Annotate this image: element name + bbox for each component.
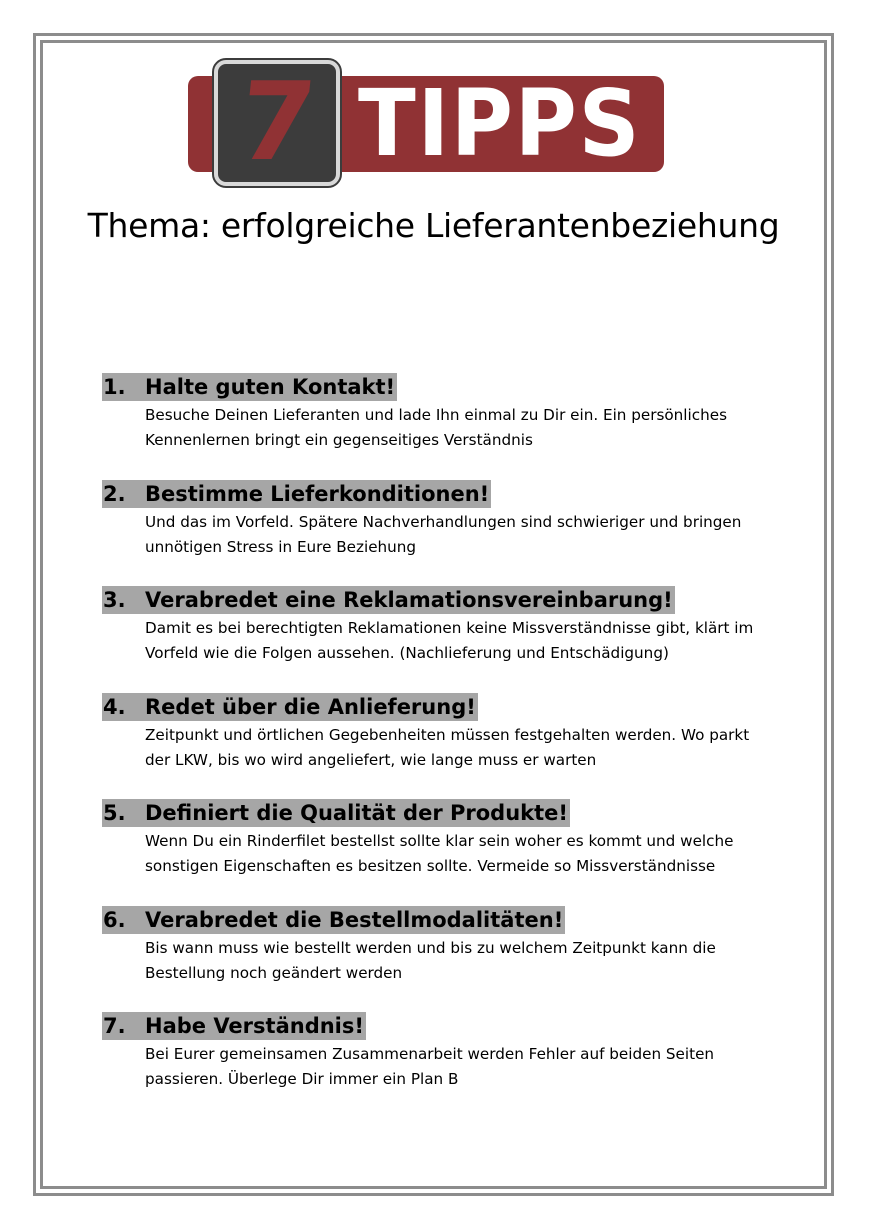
tip-item-2 [102,480,782,587]
tip-number: 6. [103,907,126,932]
tip-heading [102,1012,366,1040]
tip-body [145,1042,775,1092]
tip-body [145,510,775,560]
tip-item-6 [102,906,782,1013]
tip-body-line: passieren. Überlege Dir immer ein Plan B [145,1070,459,1088]
tip-heading [102,480,491,508]
tip-body-line: Wenn Du ein Rinderfilet bestellst sollte klar sein woher es kommt und welche [145,832,734,850]
tip-body-line: Damit es bei berechtigten Reklamationen keine Missverständnisse gibt, klärt im [145,619,754,637]
tip-heading [102,693,478,721]
tip-body-line: Bei Eurer gemeinsamen Zusammenarbeit werden Fehler auf beiden Seiten [145,1045,715,1063]
tip-body-line: Besuche Deinen Lieferanten und lade Ihn einmal zu Dir ein. Ein persönliches [145,406,727,424]
tip-body-line: unnötigen Stress in Eure Beziehung [145,537,417,556]
tip-heading [102,799,570,827]
tip-body-line: Vorfeld wie die Folgen aussehen. (Nachlieferung und Entschädigung) [145,644,669,662]
logo-number: 7 [232,60,322,185]
tip-item-1 [102,373,782,480]
page-title: Thema: erfolgreiche Lieferantenbeziehung [87,206,780,245]
tip-body-line: sonstigen Eigenschaften es besitzen sollte. Vermeide so Missverständnisse [145,857,716,875]
tip-body [145,403,775,453]
tip-heading [102,586,675,614]
tip-body [145,936,775,986]
tip-heading [102,373,397,401]
tip-heading-text: Halte guten Kontakt! [145,375,396,399]
tip-body [145,723,775,773]
logo-word: TIPPS [358,70,642,177]
tip-item-7 [102,1012,782,1119]
tip-item-4 [102,693,782,800]
tip-heading-text: Habe Verständnis! [145,1014,364,1038]
tip-number: 5. [103,801,126,825]
tip-heading [102,906,565,934]
tip-number: 7. [103,1014,126,1038]
tip-number: 2. [103,481,126,506]
logo-number-box [214,60,340,186]
tip-item-5 [102,799,782,906]
tip-number: 3. [103,588,126,612]
tip-heading-text: Bestimme Lieferkonditionen! [145,481,490,506]
tip-body [145,829,775,879]
tip-body-line: Bestellung noch geändert werden [145,963,403,982]
tip-body-line: Zeitpunkt und örtlichen Gegebenheiten müssen festgehalten werden. Wo parkt [145,725,750,744]
tip-body-line: Bis wann muss wie bestellt werden und bis zu welchem Zeitpunkt kann die [145,938,716,957]
tip-heading-text: Redet über die Anlieferung! [145,694,476,719]
tip-number: 1. [103,375,126,399]
tip-body-line: Und das im Vorfeld. Spätere Nachverhandlungen sind schwieriger und bringen [145,512,742,531]
tips-list [102,373,782,1119]
tip-heading-text: Definiert die Qualität der Produkte! [145,801,568,825]
tips-logo [188,60,666,188]
tip-heading-text: Verabredet eine Reklamationsvereinbarung! [145,588,673,612]
tip-body-line: der LKW, bis wo wird angeliefert, wie lange muss er warten [145,750,597,769]
tip-heading-text: Verabredet die Bestellmodalitäten! [145,907,564,932]
tip-number: 4. [103,694,126,719]
tip-item-3 [102,586,782,693]
tip-body [145,616,775,666]
tip-body-line: Kennenlernen bringt ein gegenseitiges Verständnis [145,431,533,449]
